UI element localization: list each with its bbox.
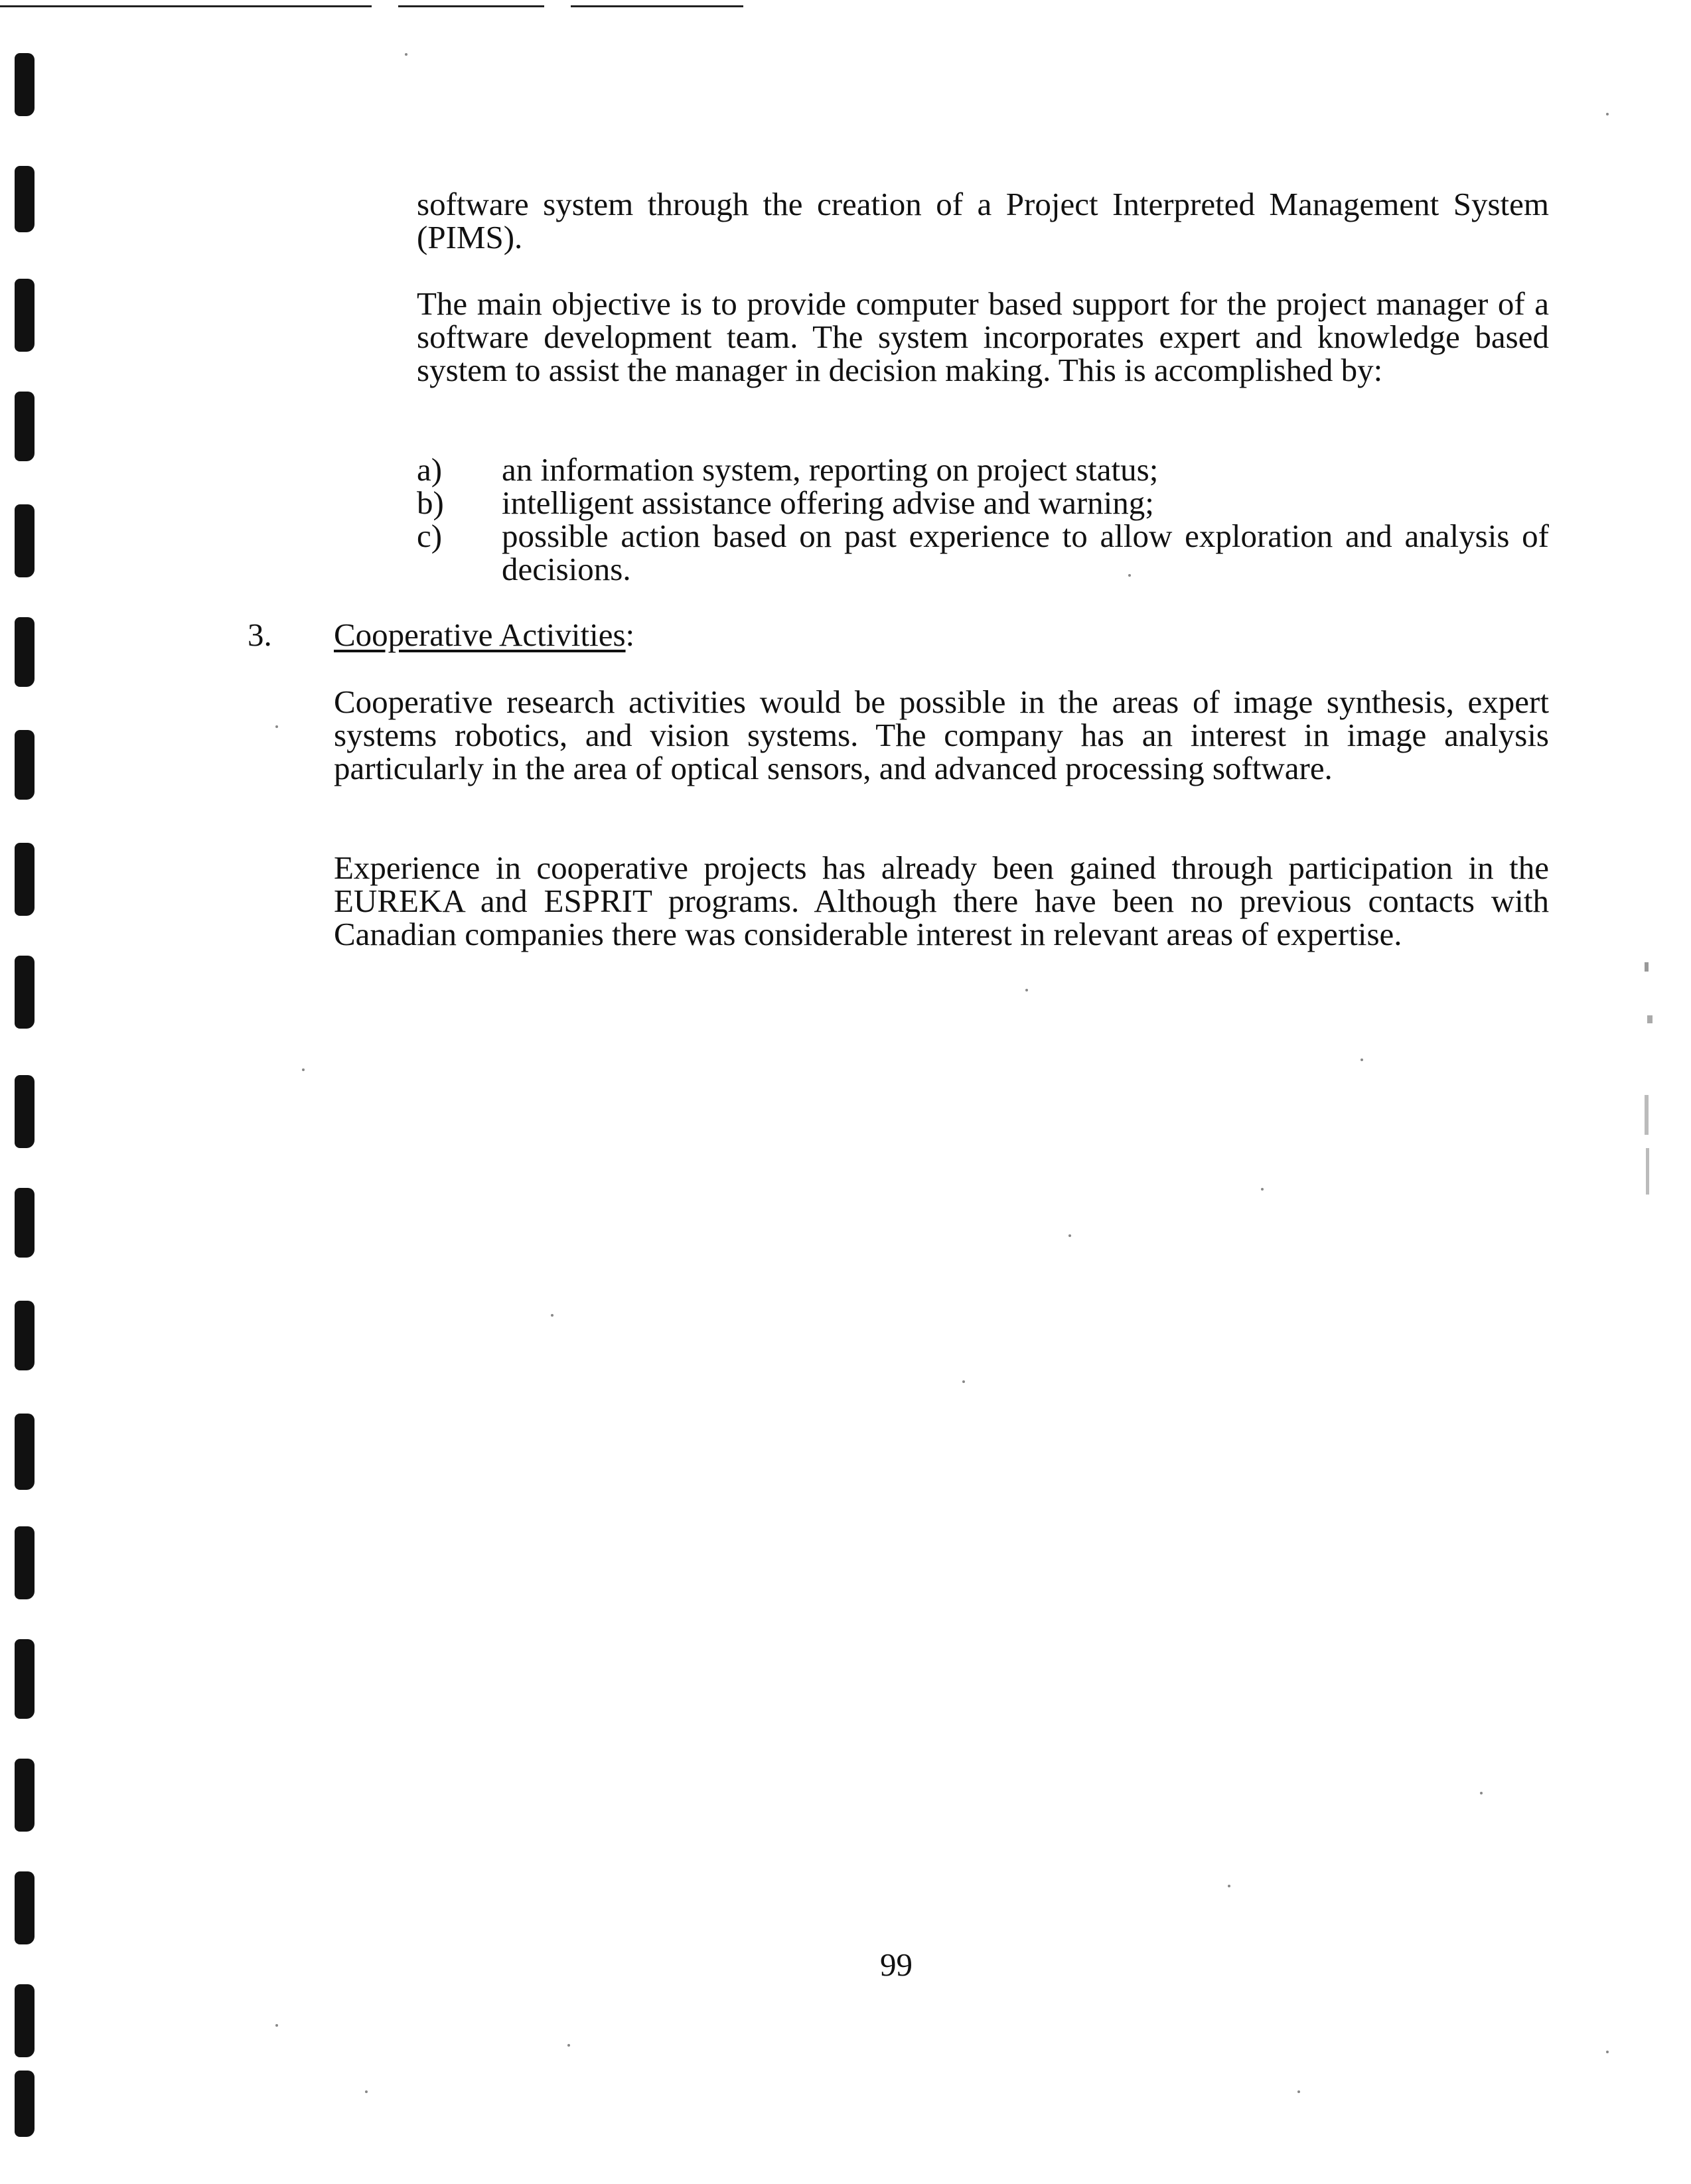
binding-holes	[15, 40, 41, 2163]
scan-speck	[275, 2024, 278, 2027]
scan-speck	[1261, 1188, 1264, 1191]
list-item	[417, 486, 1549, 520]
section-title	[334, 619, 634, 652]
binding-hole	[15, 1639, 35, 1719]
scan-speck	[1480, 1792, 1483, 1794]
scan-speck	[405, 53, 407, 56]
scan-speck	[1606, 113, 1609, 115]
binding-hole	[15, 617, 35, 687]
section-title-text: Cooperative Activities	[334, 617, 626, 653]
scan-line	[0, 5, 372, 7]
binding-hole	[15, 1984, 35, 2057]
list-item	[417, 453, 1549, 486]
binding-hole	[15, 730, 35, 800]
list-marker: b)	[417, 484, 444, 521]
paragraph-2	[417, 287, 1549, 387]
list-marker: c)	[417, 518, 443, 554]
list-item-text: possible action based on past experience to allow exploration and analysis of decisions.	[502, 518, 1549, 587]
binding-hole	[15, 1188, 35, 1258]
paragraph-1	[417, 188, 1549, 254]
binding-hole	[15, 392, 35, 461]
binding-hole	[15, 1414, 35, 1490]
list-item-text: intelligent assistance offering advise and warning;	[502, 484, 1154, 521]
binding-hole	[15, 504, 35, 577]
binding-hole	[15, 1871, 35, 1944]
binding-hole	[15, 1526, 35, 1599]
list-item	[417, 520, 1549, 586]
paragraph-text: software system through the creation of a Project Interpreted Management System (PIMS).	[417, 186, 1549, 255]
section-number: 3.	[248, 617, 272, 653]
scan-speck	[1606, 2051, 1609, 2053]
list-marker: a)	[417, 451, 443, 488]
scan-speck	[275, 725, 278, 728]
scan-speck	[962, 1380, 965, 1383]
page-number: 99	[880, 1946, 913, 1983]
binding-hole	[15, 2071, 35, 2137]
scan-speck	[1297, 2090, 1300, 2093]
paragraph-text: Experience in cooperative projects has already been gained through participation in the EUREKA and ESPRIT programs. Although there have been no previous contacts with Canadian companies there was considerable interest in relevant areas of expertise.	[334, 849, 1549, 952]
scan-speck	[567, 2044, 570, 2047]
binding-hole	[15, 956, 35, 1029]
scan-speck	[551, 1314, 553, 1317]
binding-hole	[15, 1759, 35, 1832]
scan-speck	[1025, 989, 1028, 991]
scan-line	[398, 5, 544, 7]
binding-hole	[15, 166, 35, 232]
scan-speck	[1360, 1058, 1363, 1061]
paragraph-text: Cooperative research activities would be possible in the areas of image synthesis, expert systems robotics, and vision systems. The company has an interest in image analysis particularly in the area of optical sensors, and advanced processing software.	[334, 684, 1549, 786]
paragraph-4	[334, 851, 1549, 951]
binding-hole	[15, 53, 35, 116]
paragraph-3	[334, 686, 1549, 785]
binding-hole	[15, 279, 35, 352]
paragraph-text: The main objective is to provide computer based support for the project manager of a software development team. The system incorporates expert and knowledge based system to assist the manager in decision making. This is accomplished by:	[417, 285, 1549, 388]
binding-hole	[15, 843, 35, 916]
edge-scan-marks	[1642, 949, 1662, 1214]
binding-hole	[15, 1075, 35, 1148]
scan-speck	[365, 2090, 368, 2093]
binding-hole	[15, 1301, 35, 1370]
scan-speck	[1228, 1885, 1230, 1887]
list-item-text: an information system, reporting on project status;	[502, 451, 1159, 488]
scan-speck	[1068, 1234, 1071, 1237]
scan-speck	[302, 1068, 305, 1071]
objectives-list	[417, 453, 1549, 586]
scan-speck	[1128, 574, 1131, 577]
scan-line	[571, 5, 743, 7]
section-title-suffix: :	[625, 617, 635, 653]
